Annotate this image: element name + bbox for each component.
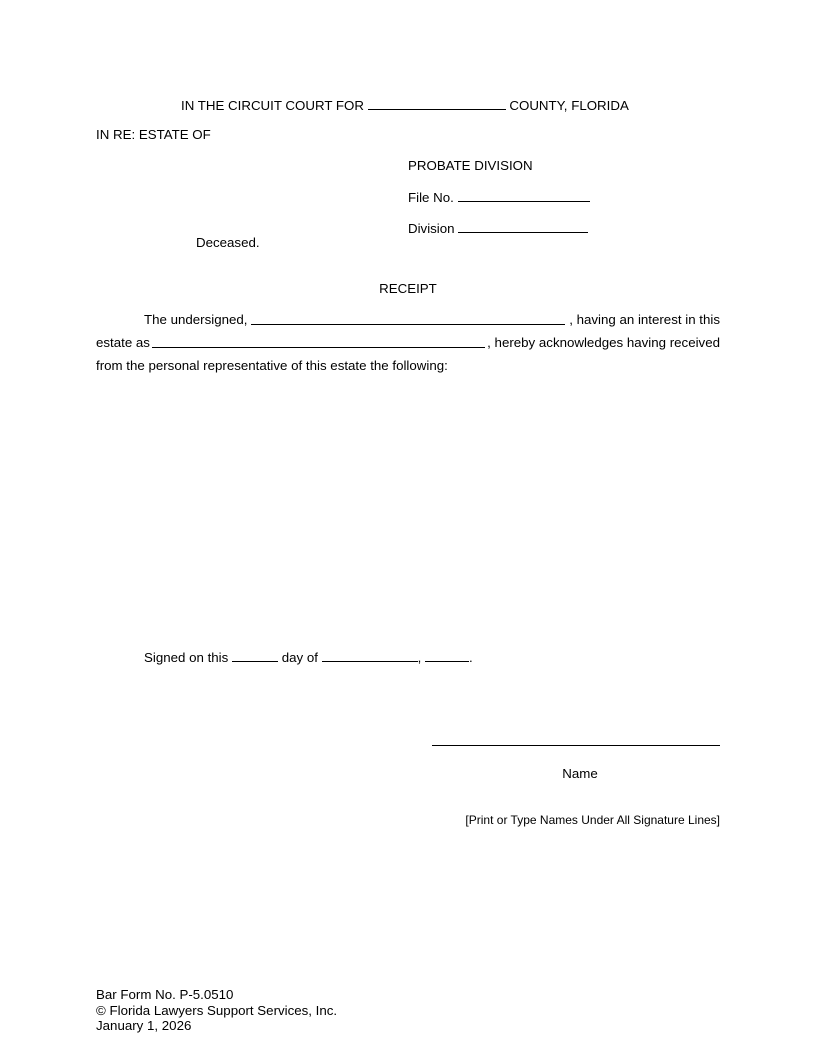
day-of-label: day of (281, 650, 318, 665)
undersigned-name-blank[interactable] (251, 312, 565, 325)
undersigned-label: The undersigned, (144, 312, 248, 327)
acknowledges-text: , hereby acknowledges having received (487, 335, 720, 350)
document-title: RECEIPT (379, 281, 437, 296)
form-footer (96, 987, 337, 1034)
year-blank[interactable] (425, 649, 469, 662)
form-date: January 1, 2026 (96, 1018, 192, 1033)
print-note: [Print or Type Names Under All Signature Lines] (465, 813, 720, 827)
comma: , (417, 650, 422, 665)
court-heading (181, 97, 629, 114)
period: . (469, 650, 473, 665)
body-line-2 (96, 335, 720, 351)
division-field (408, 220, 588, 237)
interest-text: , having an interest in this (569, 312, 720, 327)
file-no-field (408, 189, 590, 206)
capacity-blank[interactable] (152, 335, 485, 348)
file-no-label: File No. (408, 190, 454, 205)
day-blank[interactable] (232, 649, 278, 662)
county-blank[interactable] (368, 97, 506, 110)
file-no-blank[interactable] (458, 189, 590, 202)
month-blank[interactable] (322, 649, 418, 662)
signature-name-label: Name (562, 766, 598, 781)
form-number: Bar Form No. P-5.0510 (96, 987, 234, 1002)
in-re-label: IN RE: ESTATE OF (96, 127, 211, 142)
body-line-1 (96, 312, 720, 328)
body-line-3: from the personal representative of this estate the following: (96, 358, 448, 373)
court-prefix: IN THE CIRCUIT COURT FOR (181, 98, 364, 113)
signed-prefix: Signed on this (144, 650, 229, 665)
probate-division-label: PROBATE DIVISION (408, 158, 533, 173)
signed-line (144, 649, 473, 666)
copyright-notice: © Florida Lawyers Support Services, Inc. (96, 1002, 338, 1018)
estate-as-label: estate as (96, 335, 150, 350)
division-label: Division (408, 221, 455, 236)
division-blank[interactable] (458, 220, 588, 233)
signature-line[interactable] (432, 745, 720, 746)
court-suffix: COUNTY, FLORIDA (509, 98, 629, 113)
deceased-label: Deceased. (196, 235, 260, 250)
